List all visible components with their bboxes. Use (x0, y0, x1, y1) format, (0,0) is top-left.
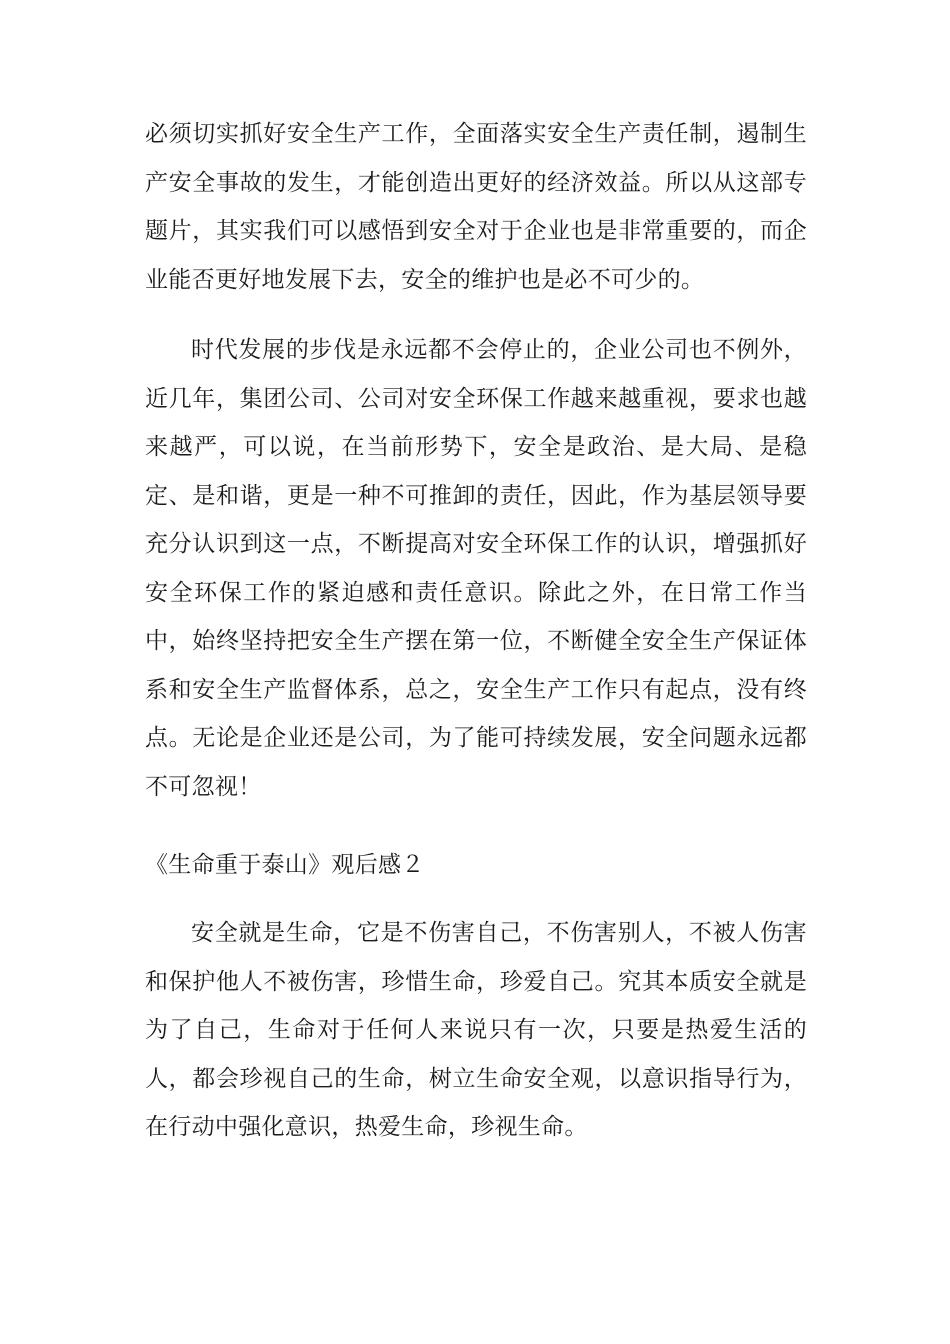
body-paragraph: 必须切实抓好安全生产工作，全面落实安全生产责任制，遏制生产安全事故的发生，才能创造出更好的经济效益。所以从这部专题片，其实我们可以感悟到安全对于企业也是非常重要的，而企业能否更好地发展下去，安全的维护也是必不可少的。 (145, 121, 807, 293)
body-paragraph: 时代发展的步伐是永远都不会停止的，企业公司也不例外，近几年，集团公司、公司对安全环保工作越来越重视，要求也越来越严，可以说，在当前形势下，安全是政治、是大局、是稳定、是和谐，更是一种不可推卸的责任，因此，作为基层领导要充分认识到这一点，不断提高对安全环保工作的认识，增强抓好安全环保工作的紧迫感和责任意识。除此之外，在日常工作当中，始终坚持把安全生产摆在第一位，不断健全安全生产保证体系和安全生产监督体系，总之，安全生产工作只有起点，没有终点。无论是企业还是公司，为了能可持续发展，安全问题永远都不可忽视！ (145, 337, 807, 800)
section-heading: 《生命重于泰山》观后感２ (145, 852, 425, 878)
body-paragraph: 安全就是生命，它是不伤害自己，不伤害别人，不被人伤害和保护他人不被伤害，珍惜生命，珍爱自己。究其本质安全就是为了自己，生命对于任何人来说只有一次，只要是热爱生活的人，都会珍视自己的生命，树立生命安全观，以意识指导行为，在行动中强化意识，热爱生命，珍视生命。 (145, 920, 807, 1140)
